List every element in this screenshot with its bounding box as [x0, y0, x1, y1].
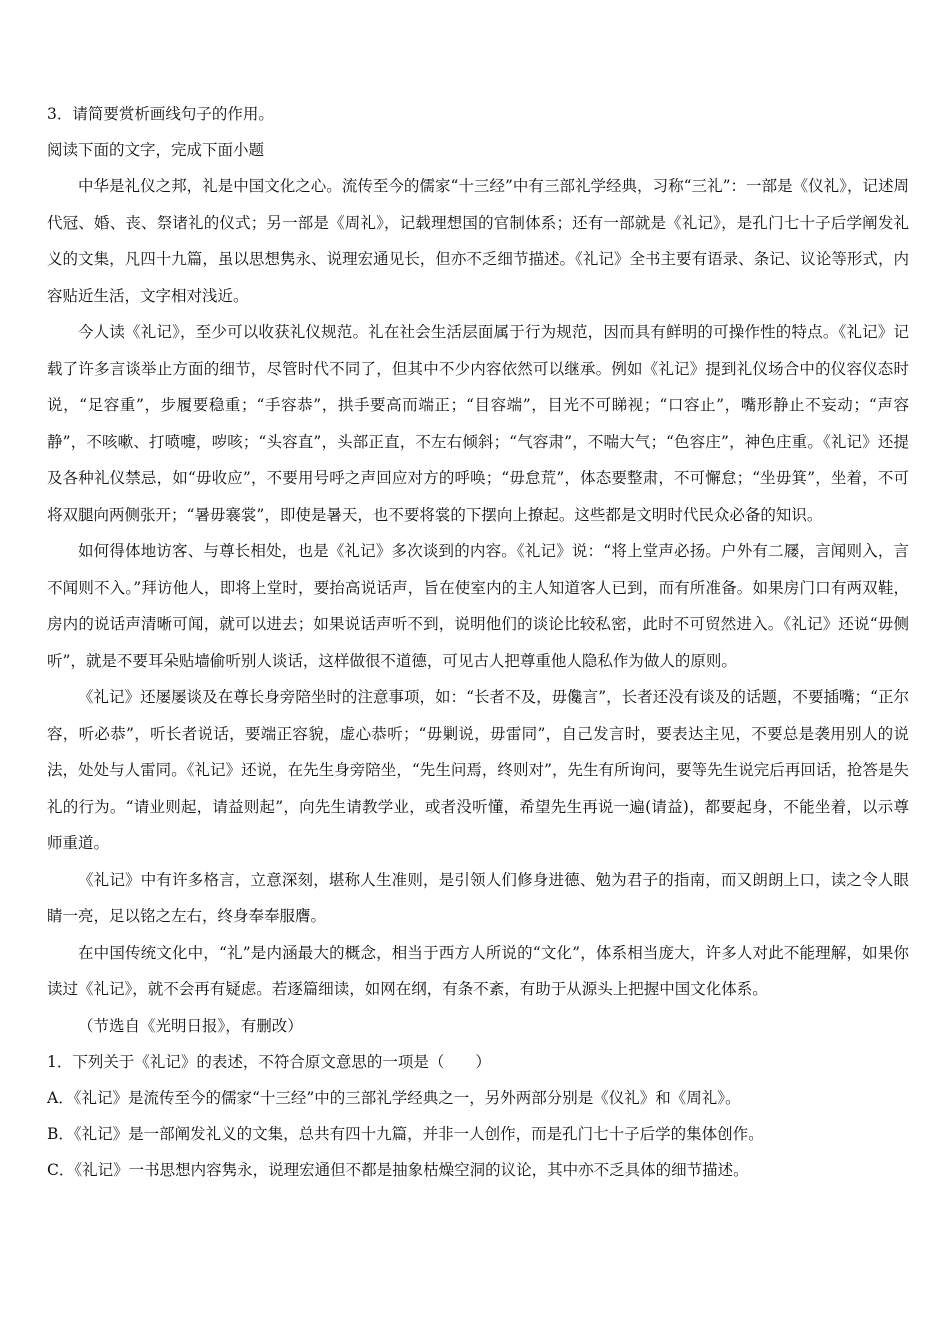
paragraph-6: 在中国传统文化中，“礼”是内涵最大的概念，相当于西方人所说的“文化”，体系相当庞大，许多人对此不能理解，如果你读过《礼记》，就不会再有疑虑。若逐篇细读，如网在纲，有条不紊，有助于从源头上把握中国文化体系。: [47, 943, 909, 998]
option-b: B．《礼记》是一部阐发礼义的文集，总共有四十九篇，并非一人创作，而是孔门七十子后学的集体创作。: [47, 1124, 764, 1143]
paragraph-4: 《礼记》还屡屡谈及在尊长身旁陪坐时的注意事项，如：“长者不及，毋儳言”，长者还没有谈及的话题，不要插嘴；“正尔容，听必恭”，听长者说话，要端正容貌，虚心恭听；“毋剿说，毋雷同”，自己发言时，要表达主见，不要总是袭用别人的说法，处处与人雷同。《礼记》还说，在先生身旁陪坐，“先生问焉，终则对”，先生有所询问，要等先生说完后再回话，抢答是失礼的行为。“请业则起，请益则起”，向先生请教学业，或者没听懂，希望先生再说一遍(请益)，都要起身，不能坐着，以示尊师重道。: [47, 688, 909, 852]
option-a: A．《礼记》是流传至今的儒家“十三经”中的三部礼学经典之一，另外两部分别是《仪礼》和《周礼》。: [47, 1088, 741, 1107]
paragraph-1: 中华是礼仪之邦，礼是中国文化之心。流传至今的儒家“十三经”中有三部礼学经典，习称“三礼”：一部是《仪礼》，记述周代冠、婚、丧、祭诸礼的仪式；另一部是《周礼》，记载理想国的官制体系；还有一部就是《礼记》，是孔门七十子后学阐发礼义的文集，凡四十九篇，虽以思想隽永、说理宏通见长，但亦不乏细节描述。《礼记》全书主要有语录、条记、议论等形式，内容贴近生活，文字相对浅近。: [47, 177, 909, 305]
paragraph-3: 如何得体地访客、与尊长相处，也是《礼记》多次谈到的内容。《礼记》说：“将上堂声必扬。户外有二屦，言闻则入，言不闻则不入。”拜访他人，即将上堂时，要抬高说话声，旨在使室内的主人知道客人已到，而有所准备。如果房门口有两双鞋，房内的说话声清晰可闻，就可以进去；如果说话声听不到，说明他们的谈论比较私密，此时不可贸然进入。《礼记》还说“毋侧听”，就是不要耳朵贴墙偷听别人谈话，这样做很不道德，可见古人把尊重他人隐私作为做人的原则。: [47, 542, 909, 670]
source-note: （节选自《光明日报》，有删改）: [78, 1016, 303, 1035]
reading-instruction: 阅读下面的文字，完成下面小题: [47, 141, 265, 159]
question-3: 3．请简要赏析画线句子的作用。: [47, 105, 274, 123]
question-1: 1．下列关于《礼记》的表述，不符合原文意思的一项是（ ）: [47, 1052, 491, 1071]
option-c: C．《礼记》一书思想内容隽永，说理宏通但不都是抽象枯燥空洞的议论，其中亦不乏具体的细节描述。: [47, 1160, 749, 1179]
document-page: [47, 96, 909, 1188]
paragraph-2: 今人读《礼记》，至少可以收获礼仪规范。礼在社会生活层面属于行为规范，因而具有鲜明的可操作性的特点。《礼记》记载了许多言谈举止方面的细节，尽管时代不同了，但其中不少内容依然可以继承。例如《礼记》提到礼仪场合中的仪容仪态时说，“足容重”，步履要稳重；“手容恭”，拱手要高而端正；“目容端”，目光不可睇视；“口容止”，嘴形静止不妄动；“声容静”，不咳嗽、打喷嚏，哕咳；“头容直”，头部正直，不左右倾斜；“气容肃”，不喘大气；“色容庄”，神色庄重。《礼记》还提及各种礼仪禁忌，如“毋收应”，不要用号呼之声回应对方的呼唤；“毋怠荒”，体态要整肃，不可懈怠；“坐毋箕”，坐着，不可将双腿向两侧张开；“暑毋褰裳”，即使是暑天，也不要将裳的下摆向上撩起。这些都是文明时代民众必备的知识。: [47, 323, 909, 524]
paragraph-5: 《礼记》中有许多格言，立意深刻，堪称人生准则，是引领人们修身进德、勉为君子的指南，而又朗朗上口，读之令人眼睛一亮，足以铭之左右，终身奉奉服膺。: [47, 870, 909, 925]
